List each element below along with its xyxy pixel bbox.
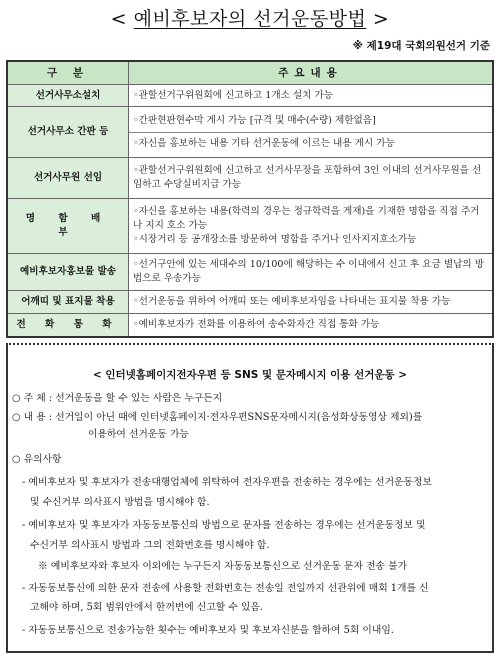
- row-label: 전 화 통 화: [7, 314, 129, 338]
- row-content: [129, 314, 494, 338]
- box-line: 및 수신거부 의사표시 방법을 명시해야 함.: [30, 497, 210, 508]
- row-content: [129, 199, 494, 254]
- box-line: ※ 예비후보자와 후보자 이외에는 누구든지 자동동보통신으로 선거운동 문자 전송 불가: [38, 561, 408, 572]
- box-title: < 인터넷홈페이지전자우편 등 SNS 및 문자메시지 이용 선거운동 >: [92, 369, 408, 381]
- box-line: ○ 내 용 : 선거일이 아닌 때에 인터넷홈페이지·전자우편SNS문자메시지(음성화상동영상 제외)를: [12, 412, 423, 423]
- table-row: [7, 158, 493, 199]
- column-header-content: 주요내용: [129, 61, 494, 85]
- box-line: ○ 주 체 : 선거운동을 할 수 있는 사람은 누구든지: [12, 393, 223, 404]
- box-line: ○ 유의사항: [12, 454, 62, 465]
- subtitle: ※ 제19대 국회의원선거 기준: [352, 40, 490, 52]
- box-line: 이용하여 선거운동 가능: [88, 429, 189, 440]
- row-content-line: ◦선거운동을 위하여 어깨띠 또는 예비후보자임을 나타내는 표지물 착용 가능: [133, 296, 451, 307]
- title-suffix: >: [366, 8, 390, 30]
- row-content-line: ◦선거구안에 있는 세대수의 10/100에 해당하는 수 이내에서 신고 후 요금 별납의 방법으로 우송가능: [133, 259, 484, 284]
- row-content-line: ◦관할선거구위원회에 신고하고 1개소 설치 가능: [133, 89, 334, 101]
- row-label: 예비후보자홍보물 발송: [7, 254, 129, 291]
- table-row: [7, 199, 493, 254]
- row-content: [129, 254, 494, 291]
- table-row: [7, 85, 493, 107]
- box-line: 고해야 하며, 5회 범위안에서 한꺼번에 신고할 수 있음.: [30, 602, 263, 613]
- table-row: [7, 291, 493, 314]
- campaign-methods-table: [6, 60, 494, 338]
- box-line: - 자동동보통신으로 전송가능한 횟수는 예비후보자 및 후보자신분을 합하여 5회 이내임.: [22, 625, 394, 636]
- box-line: - 자동동보통신에 의한 문자 전송에 사용할 전화번호는 전송일 전일까지 선관위에 매회 1개를 신: [22, 583, 429, 594]
- row-label: 선거사무소 간판 등: [7, 107, 129, 158]
- page-title: [0, 4, 500, 31]
- row-content-line: ◦관할선거구위원회에 신고하고 선거사무장을 포함하여 3인 이내의 선거사무원을 선임하고 수당실비지급 가능: [133, 165, 482, 190]
- table-header-row: [7, 61, 493, 85]
- row-content-line: ◦자신을 홍보하는 내용 기타 선거운동에 이르는 내용 게시 가능: [133, 137, 395, 149]
- row-content-line: ◦자신을 홍보하는 내용(학력의 경우는 정규학력을 게재)을 기재한 명함을 직접 주거나 지지 호소 가능: [133, 206, 480, 231]
- title-main: 예비후보자의 선거운동방법: [133, 8, 367, 30]
- row-content: [129, 158, 494, 199]
- box-line: - 예비후보자 및 후보자가 자동동보통신의 방법으로 문자를 전송하는 경우에는 선거운동정보 및: [22, 520, 426, 531]
- row-label: 선거사무원 선임: [7, 158, 129, 199]
- row-content-line: ◦예비후보자가 전화를 이용하여 송수화자간 직접 통화 가능: [133, 319, 380, 330]
- row-content: [129, 85, 494, 107]
- row-label: 어깨띠 및 표지물 착용: [7, 291, 129, 314]
- box-line: 수신거부 의사표시 방법과 그의 전화번호를 명시해야 함.: [30, 540, 270, 551]
- row-label: 선거사무소설치: [7, 85, 129, 107]
- table-row: [7, 314, 493, 338]
- row-label: 명 함 배 부: [7, 199, 129, 254]
- row-content-line: ◦시장거리 등 공개장소를 방문하여 명함을 주거나 인사지지호소가능: [133, 234, 417, 245]
- title-prefix: <: [110, 8, 134, 30]
- row-content-line: ◦간판현판현수막 게시 가능 [규격 및 매수(수량) 제한없음]: [129, 110, 492, 133]
- table-row: [7, 107, 493, 158]
- row-content: [129, 291, 494, 314]
- box-line: - 예비후보자 및 후보자가 전송대행업체에 위탁하여 전자우편을 전송하는 경우에는 선거운동정보: [22, 477, 432, 488]
- row-content: [129, 107, 494, 158]
- table-row: [7, 254, 493, 291]
- sns-campaign-box: [6, 343, 494, 653]
- column-header-category: 구 분: [7, 61, 129, 85]
